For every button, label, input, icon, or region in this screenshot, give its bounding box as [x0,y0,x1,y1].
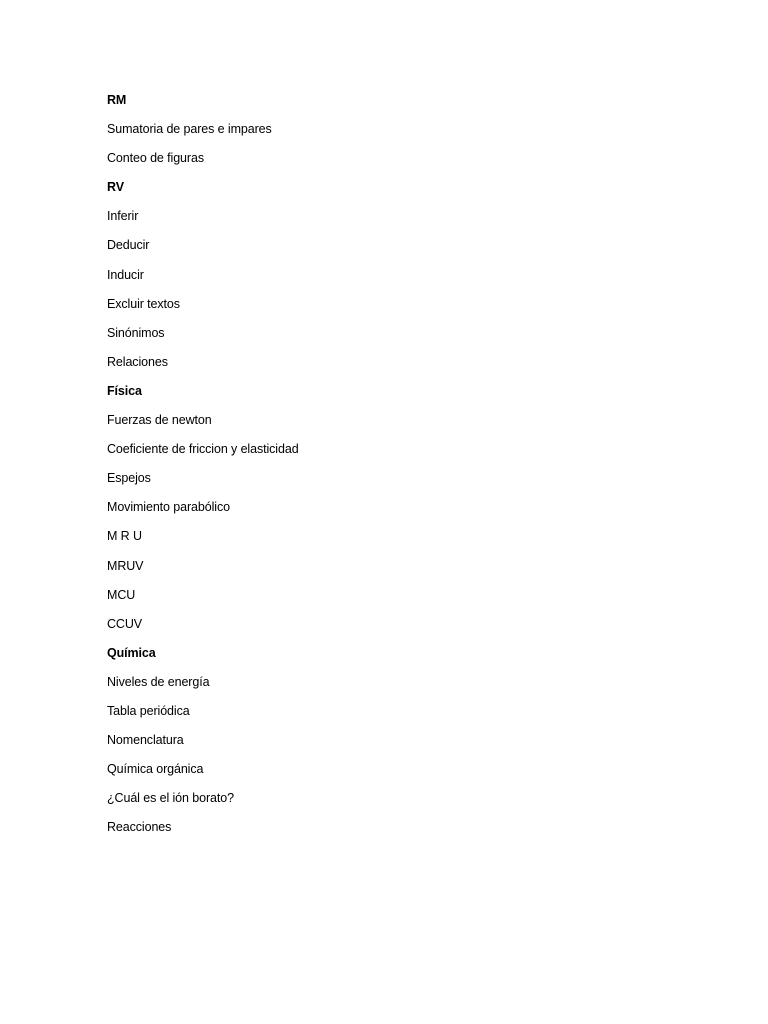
topic-line: Inferir [107,209,139,224]
topic-line: Espejos [107,471,151,486]
topic-line: Tabla periódica [107,703,190,718]
topic-line: MCU [107,587,136,602]
topic-line: ¿Cuál es el ión borato? [107,791,234,806]
topic-line: Reacciones [107,820,172,835]
topic-line: MRUV [107,558,144,573]
topic-line: Deducir [107,238,150,253]
topic-line: Movimiento parabólico [107,500,230,515]
topic-line: Sinónimos [107,325,165,340]
topic-line: M R U [107,529,142,544]
topic-line: Química orgánica [107,762,204,777]
topic-line: Relaciones [107,354,168,369]
section-heading: Química [107,645,156,660]
topic-line: Inducir [107,267,144,282]
section-heading: Física [107,383,142,398]
topic-line: Fuerzas de newton [107,413,212,428]
document-body [107,91,727,847]
topic-line: Excluir textos [107,296,180,311]
document-page [107,91,727,847]
section-heading: RM [107,93,127,107]
topic-line: Coeficiente de friccion y elasticidad [107,442,299,457]
topic-line: CCUV [107,616,143,631]
topic-line: Sumatoria de pares e impares [107,122,272,137]
topic-line: Nomenclatura [107,733,184,748]
topic-line: Conteo de figuras [107,151,204,166]
topic-line: Niveles de energía [107,674,210,689]
section-heading: RV [107,180,124,195]
